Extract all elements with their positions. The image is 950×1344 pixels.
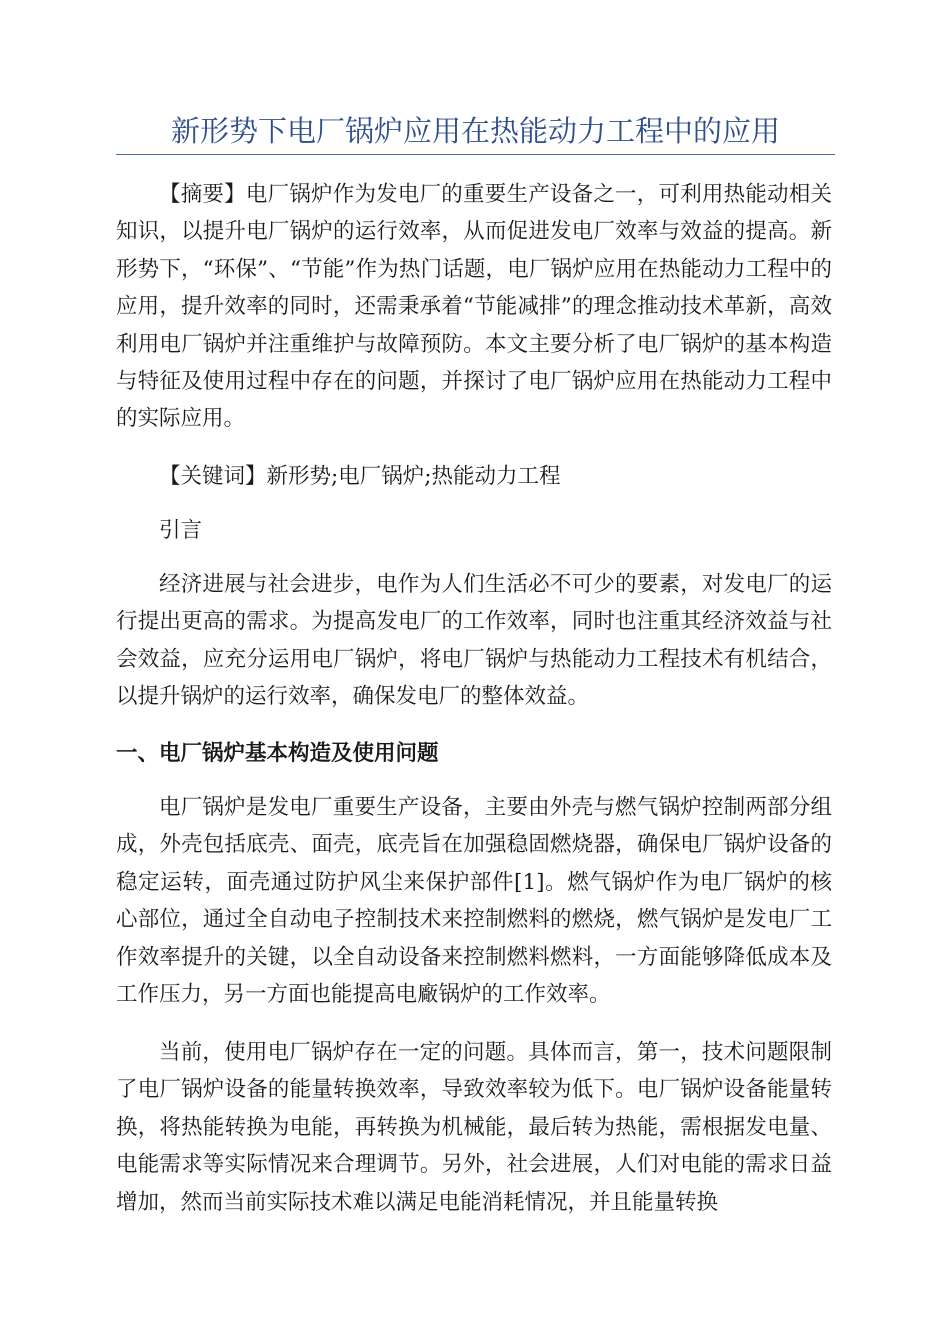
- intro-paragraph: 经济进展与社会进步，电作为人们生活必不可少的要素，对发电厂的运行提出更高的需求。为提高发电厂的工作效率，同时也注重其经济效益与社会效益，应充分运用电厂锅炉，将电厂锅炉与热能动力工程技术有机结合，以提升锅炉的运行效率，确保发电厂的整体效益。: [116, 572, 832, 710]
- title-underline: [116, 154, 835, 155]
- section1-paragraph-1: 电厂锅炉是发电厂重要生产设备，主要由外壳与燃气锅炉控制两部分组成，外壳包括底壳、面壳，底壳旨在加强稳固燃烧器，确保电厂锅炉设备的稳定运转，面壳通过防护风尘来保护部件[1]。燃气锅炉作为电厂锅炉的核心部位，通过全自动电子控制技术来控制燃料的燃烧，燃气锅炉是发电厂工作效率提升的关键，以全自动设备来控制燃料燃料，一方面能够降低成本及工作压力，另一方面也能提高电廠锅炉的工作效率。: [116, 795, 832, 1008]
- section1-paragraph-2: 当前，使用电厂锅炉存在一定的问题。具体而言，第一，技术问题限制了电厂锅炉设备的能量转换效率，导致效率较为低下。电厂锅炉设备能量转换，将热能转换为电能，再转换为机械能，最后转为热能，需根据发电量、电能需求等实际情况来合理调节。另外，社会进展，人们对电能的需求日益增加，然而当前实际技术难以满足电能消耗情况，并且能量转换: [116, 1040, 832, 1215]
- section-heading: 一、电厂锅炉基本构造及使用问题: [116, 741, 439, 766]
- abstract-paragraph: 【摘要】电厂锅炉作为发电厂的重要生产设备之一，可利用热能动相关知识，以提升电厂锅炉的运行效率，从而促进发电厂效率与效益的提高。新形势下，“环保”、“节能”作为热门话题，电厂锅炉应用在热能动力工程中的应用，提升效率的同时，还需秉承着“节能减排”的理念推动技术革新，高效利用电厂锅炉并注重维护与故障预防。本文主要分析了电厂锅炉的基本构造与特征及使用过程中存在的问题，并探讨了电厂锅炉应用在热能动力工程中的实际应用。: [116, 182, 832, 432]
- intro-label: 引言: [159, 518, 203, 543]
- keywords-paragraph: 【关键词】新形势;电厂锅炉;热能动力工程: [159, 464, 561, 489]
- document-title: 新形势下电厂锅炉应用在热能动力工程中的应用: [170, 114, 780, 148]
